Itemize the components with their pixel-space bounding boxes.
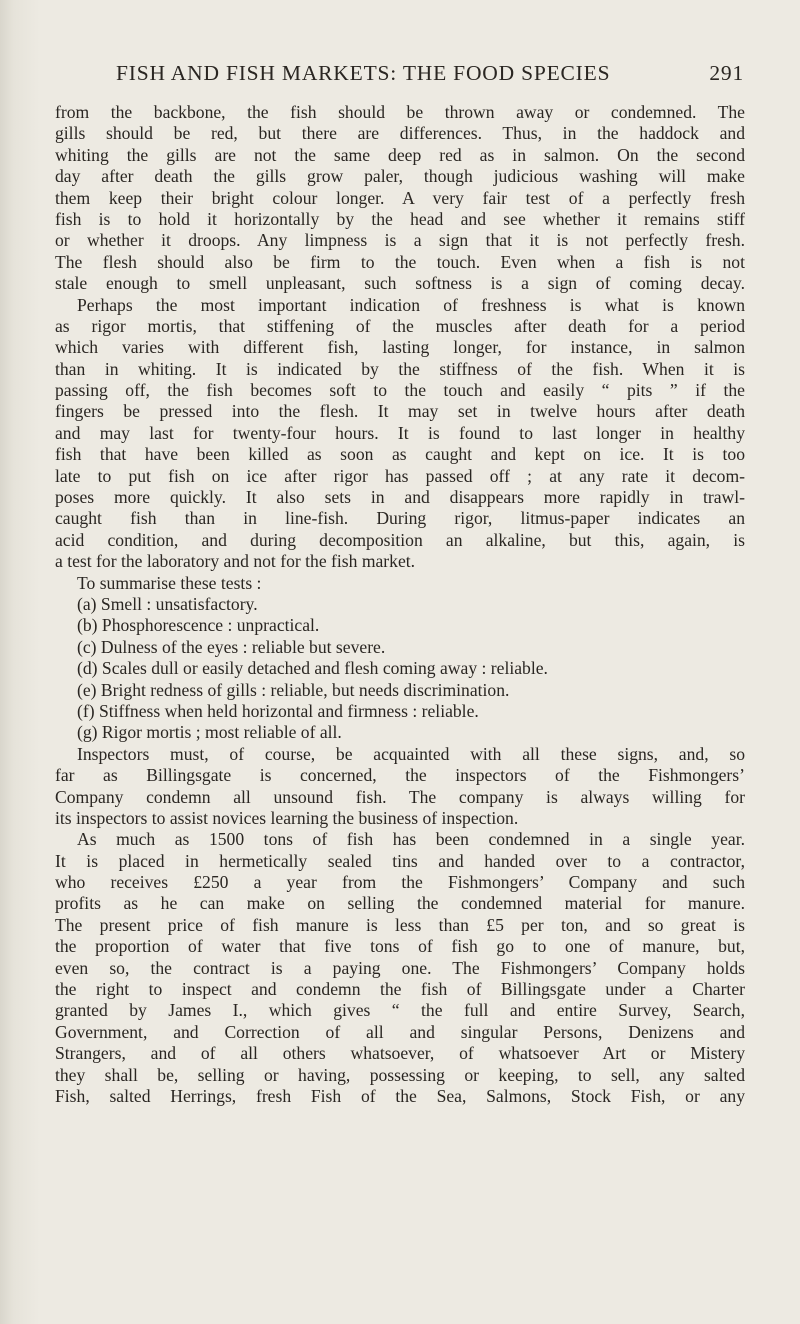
- list-item-b: (b) Phosphorescence : unpractical.: [77, 615, 320, 636]
- text-line: which varies with different fish, lasting longer, for instance, in salmon: [55, 337, 745, 358]
- text-line: from the backbone, the fish should be thrown away or condemned. The: [55, 102, 745, 122]
- list-item-a: (a) Smell : unsatisfactory.: [77, 593, 258, 614]
- text-line: the right to inspect and condemn the fish of Billingsgate under a Charter: [55, 979, 745, 1000]
- body-text: [55, 102, 745, 1107]
- text-line: late to put fish on ice after rigor has passed off ; at any rate it decom-: [55, 465, 745, 486]
- page-number: 291: [709, 61, 744, 85]
- text-line: its inspectors to assist novices learning the business of inspection.: [55, 807, 519, 828]
- text-line: gills should be red, but there are differences. Thus, in the haddock and: [55, 123, 745, 144]
- text-line: whiting the gills are not the same deep red as in salmon. On the second: [55, 144, 745, 165]
- text-line: as rigor mortis, that stiffening of the muscles after death for a period: [55, 315, 745, 336]
- text-line: The present price of fish manure is less than £5 per ton, and so great is: [55, 914, 745, 935]
- paragraph-start-line: To summarise these tests :: [77, 572, 262, 593]
- text-line: caught fish than in line-fish. During rigor, litmus-paper indicates an: [55, 508, 745, 529]
- text-line: day after death the gills grow paler, though judicious washing will make: [55, 166, 745, 187]
- text-line: them keep their bright colour longer. A very fair test of a perfectly fresh: [55, 187, 745, 208]
- text-line: who receives £250 a year from the Fishmongers’ Company and such: [55, 872, 745, 893]
- list-item-f: (f) Stiffness when held horizontal and firmness : reliable.: [77, 700, 479, 721]
- text-line: a test for the laboratory and not for the fish market.: [55, 551, 416, 572]
- text-line: even so, the contract is a paying one. The Fishmongers’ Company holds: [55, 957, 745, 978]
- paragraph-start-line: Perhaps the most important indication of freshness is what is known: [77, 294, 745, 315]
- running-header: [116, 61, 744, 97]
- text-line: fingers be pressed into the flesh. It may set in twelve hours after death: [55, 401, 745, 422]
- text-line: acid condition, and during decomposition an alkaline, but this, again, is: [55, 529, 745, 550]
- text-line: or whether it droops. Any limpness is a sign that it is not perfectly fresh.: [55, 230, 745, 251]
- list-item-c: (c) Dulness of the eyes : reliable but severe.: [77, 636, 386, 657]
- text-line: passing off, the fish becomes soft to the touch and easily “ pits ” if the: [55, 380, 745, 401]
- text-line: Fish, salted Herrings, fresh Fish of the Sea, Salmons, Stock Fish, or any: [55, 1085, 745, 1106]
- paragraph-start-line: As much as 1500 tons of fish has been condemned in a single year.: [77, 829, 745, 850]
- text-line: poses more quickly. It also sets in and disappears more rapidly in trawl-: [55, 487, 745, 508]
- text-line: fish that have been killed as soon as caught and kept on ice. It is too: [55, 444, 745, 465]
- running-title: FISH AND FISH MARKETS: THE FOOD SPECIES: [116, 61, 611, 85]
- text-line: fish is to hold it horizontally by the head and see whether it remains stiff: [55, 208, 745, 229]
- paragraph-start-line: Inspectors must, of course, be acquainted with all these signs, and, so: [77, 743, 745, 764]
- text-line: granted by James I., which gives “ the full and entire Survey, Search,: [55, 1000, 745, 1021]
- text-line: than in whiting. It is indicated by the stiffness of the fish. When it is: [55, 358, 745, 379]
- text-line: The flesh should also be firm to the touch. Even when a fish is not: [55, 251, 745, 272]
- list-item-e: (e) Bright redness of gills : reliable, but needs discrimination.: [77, 679, 510, 700]
- text-line: they shall be, selling or having, possessing or keeping, to sell, any salted: [55, 1064, 745, 1085]
- text-line: Company condemn all unsound fish. The company is always willing for: [55, 786, 745, 807]
- list-item-g: (g) Rigor mortis ; most reliable of all.: [77, 722, 342, 743]
- text-line: stale enough to smell unpleasant, such softness is a sign of coming decay.: [55, 273, 745, 294]
- text-line: the proportion of water that five tons of fish go to one of manure, but,: [55, 936, 745, 957]
- text-line: Government, and Correction of all and singular Persons, Denizens and: [55, 1021, 745, 1042]
- list-item-d: (d) Scales dull or easily detached and flesh coming away : reliable.: [77, 658, 548, 679]
- text-line: Strangers, and of all others whatsoever, of whatsoever Art or Mistery: [55, 1043, 745, 1064]
- text-line: far as Billingsgate is concerned, the inspectors of the Fishmongers’: [55, 765, 745, 786]
- text-line: and may last for twenty-four hours. It is found to last longer in healthy: [55, 422, 745, 443]
- text-line: profits as he can make on selling the condemned material for manure.: [55, 893, 745, 914]
- text-line: It is placed in hermetically sealed tins and handed over to a contractor,: [55, 850, 745, 871]
